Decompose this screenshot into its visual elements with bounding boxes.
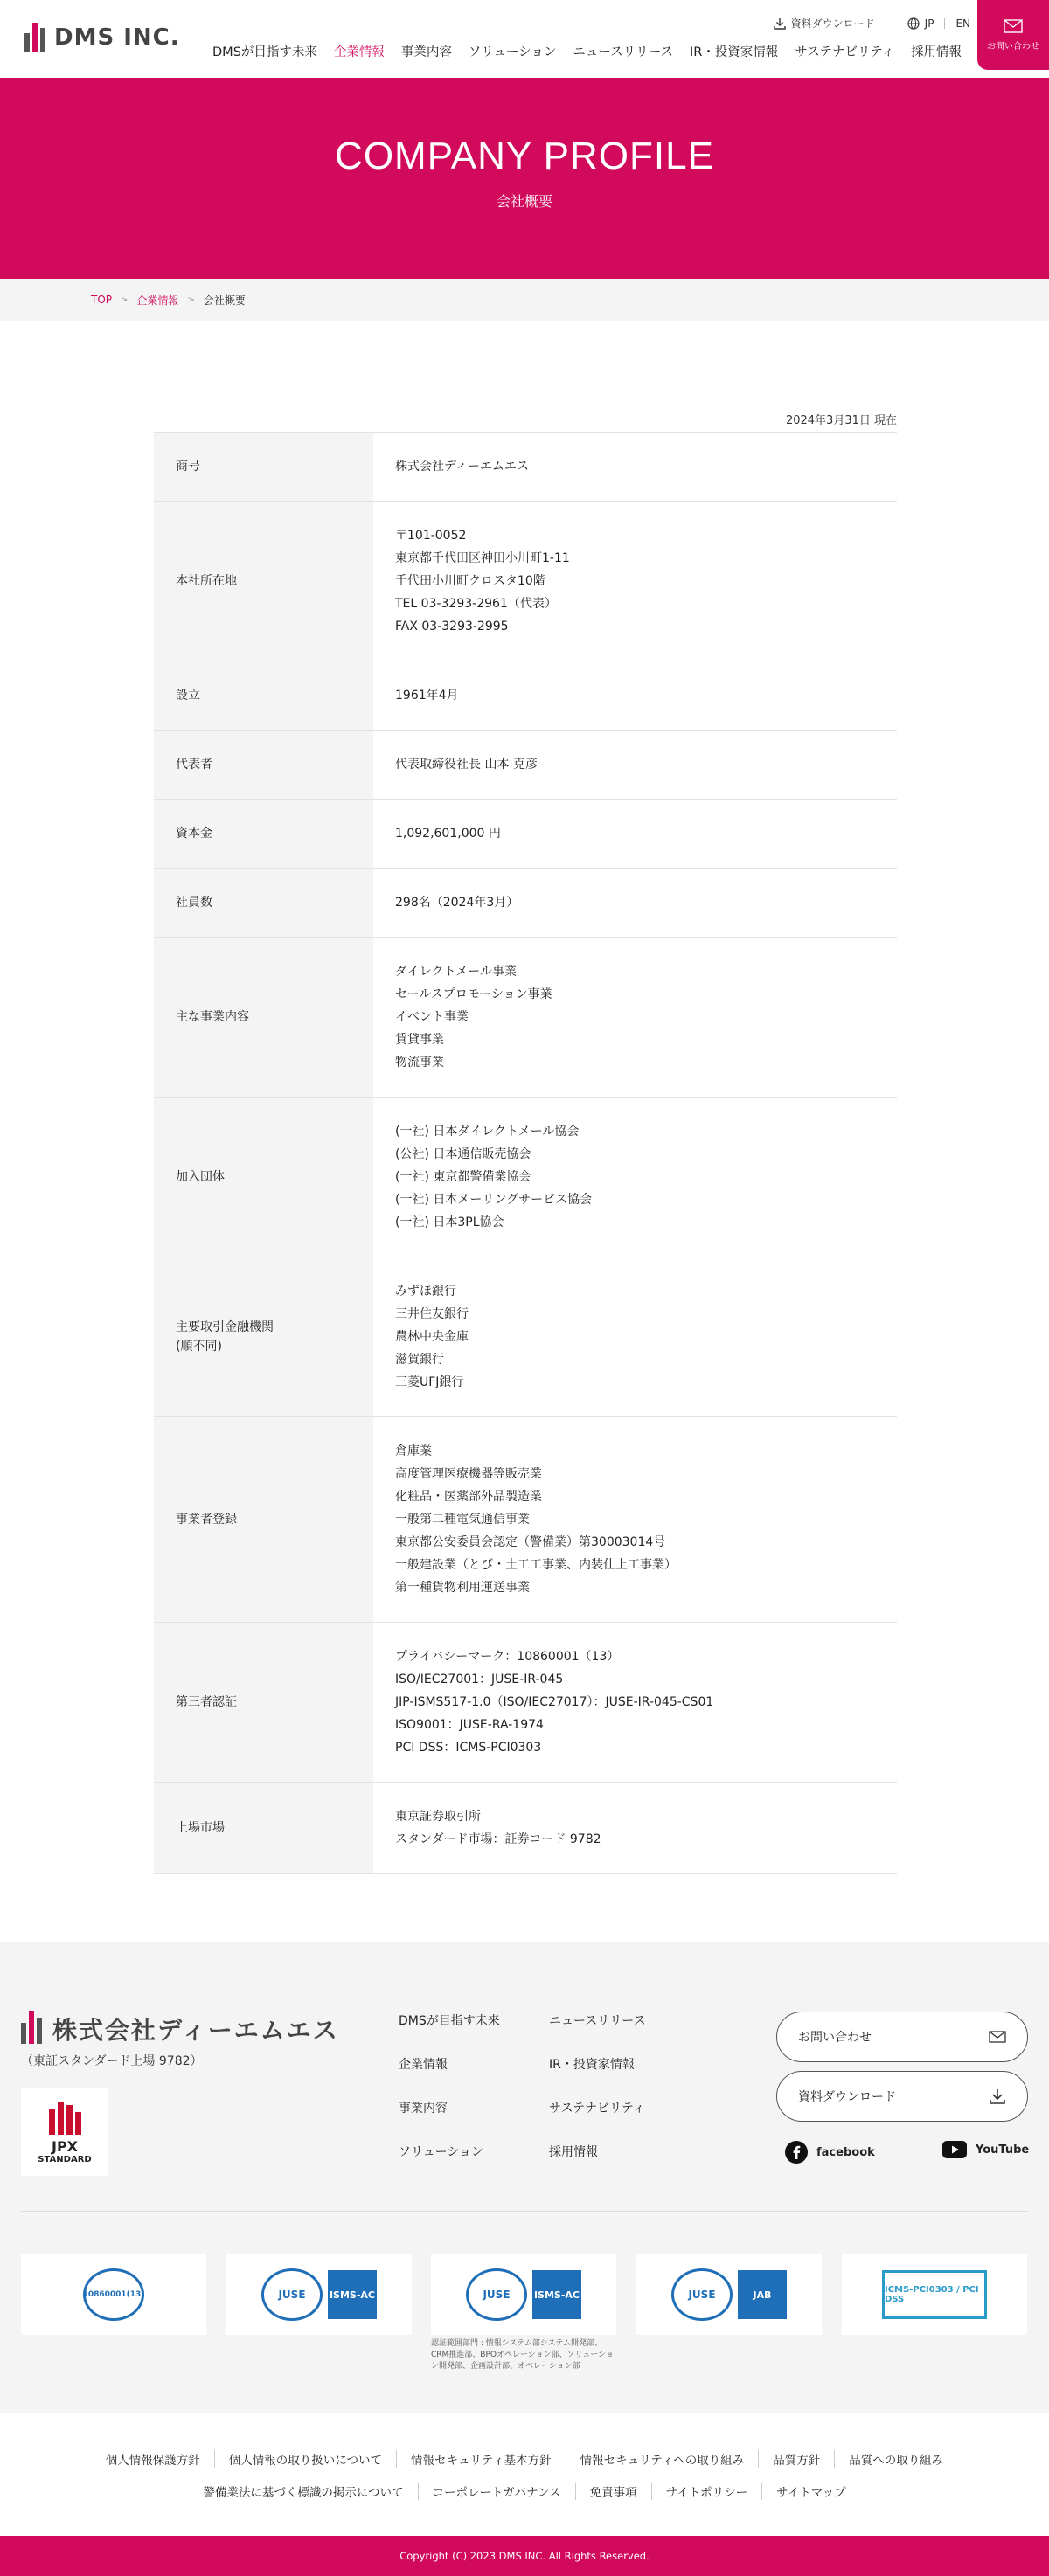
footer-nav-link[interactable]: 事業内容: [399, 2102, 448, 2116]
isms-cloud-badge: [431, 2254, 616, 2335]
download-link[interactable]: [774, 16, 875, 31]
footer-nav-link[interactable]: ニュースリリース: [549, 2014, 646, 2028]
jab-label: JAB: [753, 2289, 772, 2301]
site-header: [0, 0, 1049, 78]
iso9001-badge: [636, 2254, 822, 2335]
nav-recruit[interactable]: 採用情報: [911, 45, 962, 59]
profile-value-line: 第一種貨物利用運送事業: [395, 1581, 530, 1595]
profile-row-label: [154, 869, 373, 937]
policy-links: [0, 2450, 1049, 2500]
profile-value-line: 1,092,601,000 円: [395, 827, 501, 841]
footer-nav-link[interactable]: 企業情報: [399, 2058, 448, 2072]
download-icon: [774, 17, 786, 30]
profile-row-label-text: [176, 1318, 274, 1357]
jpx-label: JPX: [51, 2138, 78, 2155]
profile-row-label: [154, 731, 373, 799]
isms-ac-icon: [532, 2270, 581, 2319]
nav-company[interactable]: 企業情報: [333, 45, 385, 59]
profile-row-value: [373, 1098, 897, 1257]
page-hero: [0, 78, 1049, 279]
profile-value-line: 滋賀銀行: [395, 1353, 444, 1367]
footer-contact-button[interactable]: [776, 2012, 1028, 2062]
profile-row-label-text: [176, 571, 237, 591]
profile-row: [154, 1417, 897, 1623]
profile-value-line: (一社) 日本ダイレクトメール協会: [395, 1125, 580, 1139]
site-logo[interactable]: [24, 23, 180, 52]
policy-links-row-2: [189, 2483, 859, 2500]
isms-ac-label: ISMS-AC: [533, 2289, 580, 2301]
privacy-mark-icon: [83, 2268, 144, 2321]
footer-contact-label: お問い合わせ: [798, 2031, 872, 2045]
logo-mark-icon: [24, 23, 45, 52]
company-profile-table: [154, 432, 897, 1874]
policy-link[interactable]: 品質方針: [758, 2450, 834, 2468]
chevron-right-icon: >: [187, 294, 195, 305]
profile-label-line: 第三者認証: [176, 1694, 237, 1709]
profile-value-line: 物流事業: [395, 1056, 444, 1070]
profile-value-line: セールスプロモーション事業: [395, 987, 552, 1001]
profile-value-line: 倉庫業: [395, 1444, 432, 1458]
pci-dss-label: ICMS-PCI0303 / PCI DSS: [885, 2285, 979, 2304]
jab-icon: [738, 2270, 787, 2319]
profile-row: [154, 1257, 897, 1417]
icms-pci-icon: [882, 2270, 987, 2319]
profile-row: [154, 800, 897, 869]
footer-nav-link[interactable]: サステナビリティ: [549, 2102, 645, 2116]
isms-ac-icon: [328, 2270, 377, 2319]
profile-row-label-text: [176, 824, 212, 843]
profile-row-label-text: [176, 457, 200, 476]
profile-label-line: 事業者登録: [176, 1512, 237, 1527]
juse-icon: JUSE: [466, 2268, 527, 2321]
profile-row-value: [373, 731, 897, 799]
profile-row-value: [373, 502, 897, 661]
profile-label-line: (順不同): [176, 1340, 222, 1354]
profile-value-line: 東京証券取引所: [395, 1810, 481, 1824]
nav-business[interactable]: 事業内容: [400, 45, 452, 59]
profile-row: [154, 869, 897, 938]
profile-value-line: 298名（2024年3月）: [395, 896, 519, 910]
profile-value-line: ISO/IEC27001：JUSE-IR-045: [395, 1672, 564, 1686]
profile-value-line: (一社) 日本3PL協会: [395, 1215, 504, 1229]
profile-value-line: TEL 03-3293-2961（代表）: [395, 597, 557, 611]
youtube-link[interactable]: [942, 2141, 1029, 2158]
policy-link[interactable]: 品質への取り組み: [834, 2450, 957, 2468]
profile-row: [154, 938, 897, 1098]
nav-ir[interactable]: IR・投資家情報: [689, 45, 779, 59]
as-of-date: 2024年3月31日 現在: [785, 414, 897, 427]
profile-value-line: 高度管理医療機器等販売業: [395, 1467, 542, 1481]
footer-policy-area: [0, 2413, 1049, 2536]
profile-row-label: [154, 661, 373, 730]
header-contact-label: お問い合わせ: [987, 41, 1039, 52]
profile-row: [154, 433, 897, 502]
certification-scope-note: 認証範囲部門 : 情報システム部システム開発部、CRM推進部、BPOオペレーション部、ソリューション開発部、企画設計部、オペレーション部: [431, 2339, 614, 2371]
policy-link[interactable]: サイトマップ: [761, 2483, 860, 2500]
profile-row: [154, 661, 897, 731]
isms-badge: [226, 2254, 412, 2335]
youtube-icon: [942, 2141, 967, 2158]
profile-value-line: 三井住友銀行: [395, 1307, 469, 1321]
global-nav: [212, 42, 962, 60]
profile-value-line: 一般第二種電気通信事業: [395, 1513, 530, 1527]
profile-value-line: (公社) 日本通信販売協会: [395, 1147, 531, 1161]
profile-row-label: [154, 1417, 373, 1622]
profile-row-label: [154, 938, 373, 1097]
profile-row-value: [373, 1623, 897, 1782]
footer-logo-mark-icon: [21, 2014, 42, 2044]
nav-vision[interactable]: DMSが目指す未来: [212, 45, 317, 59]
profile-label-line: 加入団体: [176, 1169, 225, 1184]
footer-company-name: 株式会社ディーエムエス: [52, 2016, 339, 2045]
profile-value-line: イベント事業: [395, 1010, 469, 1024]
profile-value-line: 代表取締役社長 山本 克彦: [395, 758, 538, 772]
profile-row-label-text: [176, 1167, 225, 1187]
footer-nav-link[interactable]: ソリューション: [399, 2145, 484, 2159]
isms-ac-label: ISMS-AC: [329, 2289, 376, 2301]
profile-label-line: 設立: [176, 688, 200, 703]
nav-solution[interactable]: ソリューション: [468, 45, 557, 59]
profile-value-line: PCI DSS：ICMS-PCI0303: [395, 1741, 542, 1755]
profile-row-label: [154, 800, 373, 868]
breadcrumb-company[interactable]: 企業情報: [136, 294, 179, 307]
header-contact-button[interactable]: [977, 0, 1049, 70]
profile-row-label: [154, 1783, 373, 1873]
profile-value-line: みずほ銀行: [395, 1285, 456, 1298]
lang-divider: [944, 18, 945, 29]
footer-nav: [399, 2012, 699, 2160]
profile-row-value: [373, 938, 897, 1097]
footer-nav-link[interactable]: IR・投資家情報: [549, 2058, 635, 2072]
profile-row: [154, 502, 897, 661]
mail-icon: [1004, 19, 1023, 33]
profile-value-line: (一社) 日本メーリングサービス協会: [395, 1193, 593, 1207]
profile-label-line: 主な事業内容: [176, 1009, 249, 1024]
profile-label-line: 本社所在地: [176, 573, 237, 588]
profile-row-label: [154, 1098, 373, 1257]
chevron-right-icon: >: [121, 294, 129, 305]
youtube-label: YouTube: [976, 2143, 1030, 2157]
breadcrumb: [0, 279, 1049, 321]
profile-row-label-text: [176, 1008, 249, 1027]
footer-nav-link[interactable]: DMSが目指す未来: [399, 2014, 500, 2028]
footer-download-label: 資料ダウンロード: [798, 2090, 896, 2104]
mail-icon: [989, 2031, 1006, 2043]
utility-bar: [774, 16, 970, 31]
breadcrumb-top[interactable]: TOP: [91, 294, 113, 306]
nav-news[interactable]: ニュースリリース: [573, 45, 673, 59]
footer-download-button[interactable]: [776, 2071, 1028, 2122]
profile-row: [154, 1783, 897, 1874]
privacy-mark-badge: [21, 2254, 206, 2335]
profile-value-line: ISO9001：JUSE-RA-1974: [395, 1718, 544, 1732]
profile-value-line: (一社) 東京都警備業協会: [395, 1170, 531, 1184]
profile-value-line: 〒101-0052: [395, 529, 467, 543]
policy-link[interactable]: コーポレートガバナンス: [418, 2483, 575, 2500]
policy-link[interactable]: 個人情報の取り扱いについて: [214, 2450, 396, 2468]
footer-divider: [21, 2211, 1028, 2212]
profile-value-line: 賃貸事業: [395, 1033, 444, 1047]
profile-label-line: 商号: [176, 459, 200, 474]
profile-label-line: 社員数: [176, 895, 212, 910]
profile-value-line: 東京都千代田区神田小川町1-11: [395, 551, 570, 565]
privacy-mark-number: 10860001(13): [82, 2290, 145, 2299]
profile-value-line: 化粧品・医薬部外品製造業: [395, 1490, 542, 1504]
profile-value-line: スタンダード市場：証券コード 9782: [395, 1832, 601, 1846]
profile-value-line: 千代田小川町クロスタ10階: [395, 574, 545, 588]
lang-jp-link[interactable]: JP: [924, 17, 934, 30]
globe-icon: [907, 17, 920, 30]
language-switcher: [907, 17, 970, 30]
juse-icon: JUSE: [261, 2268, 323, 2321]
profile-value-line: 農林中央金庫: [395, 1330, 469, 1344]
profile-row-label-text: [176, 686, 200, 705]
profile-value-line: 株式会社ディーエムエス: [395, 460, 529, 474]
policy-link[interactable]: 免責事項: [575, 2483, 651, 2500]
logo-text: DMS INC.: [54, 24, 180, 51]
profile-row-label-text: [176, 1693, 237, 1712]
download-link-label: 資料ダウンロード: [790, 17, 875, 30]
pci-dss-badge: [842, 2254, 1027, 2335]
policy-link[interactable]: 情報セキュリティへの取り組み: [566, 2450, 759, 2468]
policy-link[interactable]: 個人情報保護方針: [105, 2454, 200, 2468]
profile-label-line: 代表者: [176, 757, 212, 772]
nav-sustainability[interactable]: サステナビリティ: [795, 45, 894, 59]
profile-row-value: [373, 433, 897, 501]
profile-value-line: プライバシーマーク：10860001（13）: [395, 1650, 620, 1664]
profile-row-value: [373, 1783, 897, 1873]
facebook-label: facebook: [816, 2145, 875, 2159]
profile-label-line: 上場市場: [176, 1820, 225, 1835]
profile-row-label-text: [176, 1818, 225, 1838]
page-subtitle: 会社概要: [496, 193, 552, 210]
profile-value-line: 東京都公安委員会認定（警備業）第30003014号: [395, 1535, 666, 1549]
facebook-icon: [785, 2141, 808, 2164]
footer-nav-link[interactable]: 採用情報: [549, 2145, 598, 2159]
profile-row: [154, 1098, 897, 1257]
profile-row-label: [154, 502, 373, 661]
profile-row-label: [154, 1623, 373, 1782]
policy-links-row-1: [92, 2450, 958, 2468]
jpx-bars-icon: [49, 2100, 81, 2135]
profile-row-value: [373, 800, 897, 868]
profile-label-line: 資本金: [176, 826, 212, 841]
policy-link[interactable]: 警備業法に基づく標識の掲示について: [203, 2486, 404, 2500]
profile-row-value: [373, 661, 897, 730]
profile-value-line: 三菱UFJ銀行: [395, 1375, 464, 1389]
profile-row-label: [154, 433, 373, 501]
profile-row-label-text: [176, 1510, 237, 1529]
profile-value-line: 1961年4月: [395, 689, 459, 703]
breadcrumb-current: 会社概要: [203, 294, 246, 307]
copyright: Copyright (C) 2023 DMS INC. All Rights Reserved.: [0, 2536, 1049, 2576]
policy-link[interactable]: サイトポリシー: [651, 2483, 762, 2500]
facebook-link[interactable]: [785, 2141, 875, 2164]
jpx-standard-label: STANDARD: [38, 2155, 92, 2164]
download-icon: [989, 2088, 1006, 2105]
juse-icon: JUSE: [671, 2268, 733, 2321]
profile-value-line: FAX 03-3293-2995: [395, 620, 509, 634]
profile-row-value: [373, 1417, 897, 1622]
profile-value-line: JIP-ISMS517-1.0（ISO/IEC27017）：JUSE-IR-045-CS01: [395, 1695, 714, 1709]
profile-row-value: [373, 1257, 897, 1416]
policy-link[interactable]: 情報セキュリティ基本方針: [396, 2450, 566, 2468]
profile-value-line: 一般建設業（とび・土工工事業、内装仕上工事業）: [395, 1558, 677, 1572]
footer-listed-note: （東証スタンダード上場 9782）: [21, 2054, 203, 2068]
footer-logo[interactable]: [21, 2012, 339, 2046]
profile-label-line: 主要取引金融機関: [176, 1319, 274, 1334]
lang-en-link[interactable]: EN: [955, 17, 970, 30]
profile-row: [154, 731, 897, 800]
profile-row-label: [154, 1257, 373, 1416]
profile-row-label-text: [176, 893, 212, 912]
page-title: COMPANY PROFILE: [335, 135, 714, 177]
profile-row-label-text: [176, 755, 212, 774]
profile-value-line: ダイレクトメール事業: [395, 965, 518, 979]
profile-row: [154, 1623, 897, 1783]
jpx-standard-logo: [21, 2088, 108, 2176]
profile-row-value: [373, 869, 897, 937]
